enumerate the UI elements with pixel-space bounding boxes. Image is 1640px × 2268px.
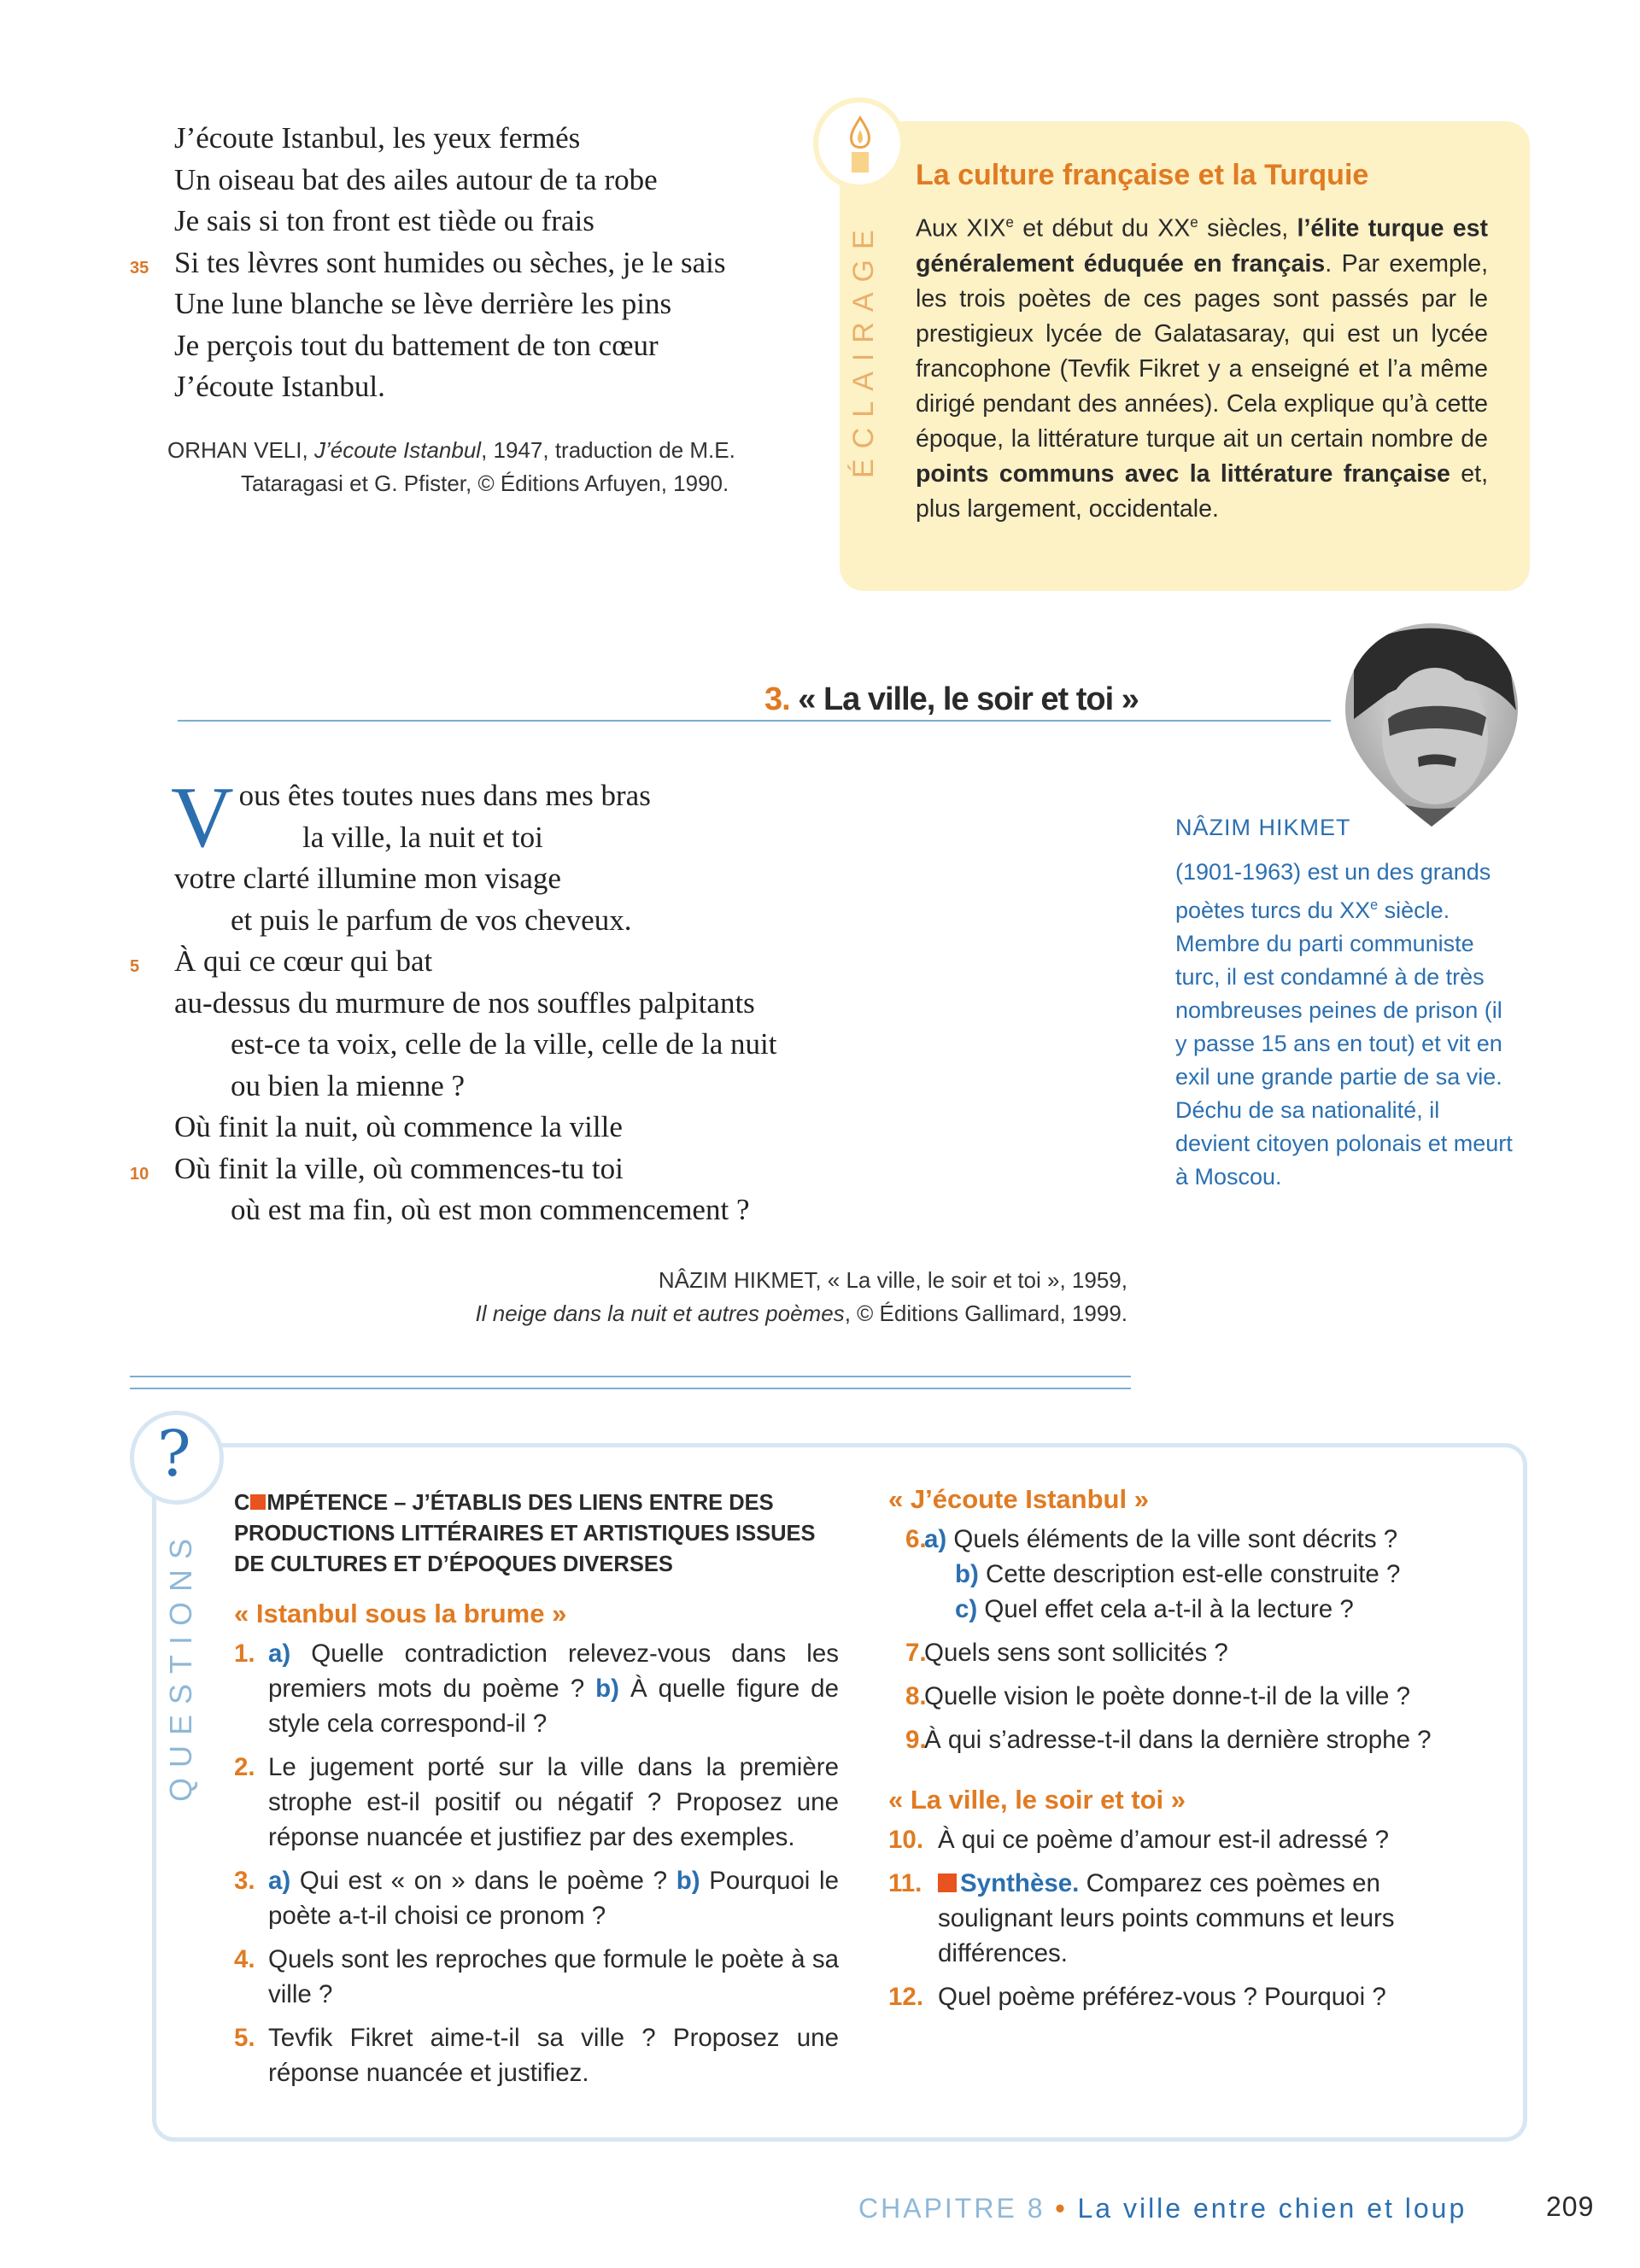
line-number: 10: [130, 1164, 149, 1184]
poem-line: au-dessus du murmure de nos souffles palpitants: [174, 985, 755, 1020]
section-title: 3. « La ville, le soir et toi »: [764, 681, 1139, 717]
synthese-square-icon: [938, 1873, 957, 1892]
poem-line: et puis le parfum de vos cheveux.: [231, 903, 632, 937]
questions-heading: « Istanbul sous la brume »: [234, 1599, 567, 1628]
question-item: 9. À qui s’adresse-t-il dans la dernière strophe ?: [905, 1726, 1432, 1754]
page-number: 209: [1546, 2191, 1595, 2222]
questions-vertical-label: [150, 1520, 219, 1810]
poem-2: [130, 769, 777, 1231]
candle-icon: [835, 114, 885, 176]
poem-1: [130, 118, 726, 408]
poem-line: Je sais si ton front est tiède ou frais: [174, 204, 594, 237]
drop-cap: V: [171, 769, 234, 866]
poem-line: Un oiseau bat des ailes autour de ta robe: [174, 162, 658, 196]
svg-text:QUESTIONS: QUESTIONS: [163, 1528, 198, 1802]
questions-list-right-2: [888, 1822, 1486, 2023]
divider: [130, 1376, 1131, 1377]
poem-line: votre clarté illumine mon visage: [174, 862, 561, 895]
eclairage-vertical-label: [820, 213, 905, 487]
svg-text:ÉCLAIRAGE: ÉCLAIRAGE: [847, 219, 880, 478]
competence-square-icon: [250, 1494, 266, 1510]
poem-1-credit: ORHAN VELI, J’écoute Istanbul, 1947, traduction de M.E. Tataragasi et G. Pfister, © Éditions Arfuyen, 1990.: [167, 437, 735, 496]
eclairage-title: La culture française et la Turquie: [916, 159, 1369, 191]
section-rule: [178, 720, 1331, 722]
poem-line: Vous êtes toutes nues dans mes bras: [171, 769, 651, 866]
line-number: 35: [130, 258, 149, 278]
questions-heading: « La ville, le soir et toi »: [888, 1785, 1186, 1815]
poem-line: Je perçois tout du battement de ton cœur: [174, 328, 659, 362]
question-item: 3. a) Qui est « on » dans le poème ? b) Pourquoi le poète a-t-il choisi ce pronom ?: [234, 1867, 839, 1930]
poem-line: J’écoute Istanbul.: [174, 370, 385, 403]
poem-line: 5 À qui ce cœur qui bat: [174, 941, 776, 983]
question-item: 10. À qui ce poème d’amour est-il adressé ?: [888, 1826, 1389, 1854]
poem-line: Où finit la nuit, où commence la ville: [174, 1110, 623, 1143]
poem-2-credit: NÂZIM HIKMET, « La ville, le soir et toi », 1959, Il neige dans la nuit et autres poèmes, © Éditions Gallimard, 1999.: [475, 1267, 1128, 1326]
competence-heading: C MPÉTENCE – J’ÉTABLIS DES LIENS ENTRE DES PRODUCTIONS LITTÉRAIRES ET ARTISTIQUES ISSUES DE CULTURES ET D’ÉPOQUES DIVERSES: [234, 1491, 816, 1576]
question-item: 6. a) Quels éléments de la ville sont décrits ? b) Cette description est-elle construite ? c) Quel effet cela a-t-il à la lecture ?: [905, 1525, 1401, 1623]
poem-line: Une lune blanche se lève derrière les pins: [174, 287, 672, 320]
bio-text: (1901-1963) est un des grands poètes turcs du XXe siècle. Membre du parti communiste turc, il est condamné à de très nombreuses peines de prison (il y passe 15 ans en tout) et vit en exil une grande partie de sa vie. Déchu de sa nationalité, il devient citoyen polonais et meurt à Moscou.: [1175, 859, 1513, 1190]
divider: [130, 1388, 1131, 1389]
question-mark-icon: ?: [157, 1418, 191, 1491]
poem-line: où est ma fin, où est mon commencement ?: [231, 1193, 750, 1226]
author-portrait: [1337, 617, 1526, 830]
question-item: 5. Tevfik Fikret aime-t-il sa ville ? Proposez une réponse nuancée et justifiez.: [234, 2024, 839, 2087]
poem-line: J’écoute Istanbul, les yeux fermés: [174, 121, 581, 155]
question-item: 8. Quelle vision le poète donne-t-il de la ville ?: [905, 1682, 1411, 1710]
eclairage-text: Aux XIXe et début du XXe siècles, l’élite turque est généralement éduquée en français. Par exemple, les trois poètes de ces pages sont passés par le prestigieux lycée de Galatasaray, qui est un lycée francophone (Tevfik Fikret y a enseigné et l’a même dirigé pendant des années). Cela explique qu’à cette époque, la littérature turque ait un certain nombre de points communs avec la littérature française et, plus largement, occidentale.: [916, 214, 1488, 523]
question-item: 1. a) Quelle contradiction relevez-vous dans les premiers mots du poème ? b) À quelle figure de style cela correspond-il ?: [234, 1640, 839, 1738]
poem-line: la ville, la nuit et toi: [302, 820, 543, 854]
questions-heading: « J’écoute Istanbul »: [888, 1484, 1149, 1514]
questions-list-right: [888, 1522, 1486, 1766]
bio-name: NÂZIM HIKMET: [1175, 815, 1351, 840]
poem-line: 35 Si tes lèvres sont humides ou sèches, je le sais: [174, 243, 725, 284]
running-footer: CHAPITRE 8 • La ville entre chien et loup: [858, 2193, 1467, 2224]
poem-line: est-ce ta voix, celle de la ville, celle de la nuit: [231, 1027, 777, 1061]
question-item: 2. Le jugement porté sur la ville dans la première strophe est-il positif ou négatif ? Proposez une réponse nuancée et justifiez par des exemples.: [234, 1753, 839, 1851]
poem-line: ou bien la mienne ?: [231, 1068, 466, 1102]
question-item: 11. Synthèse. Comparez ces poèmes en soulignant leurs points communs et leurs différences.: [888, 1869, 1395, 1967]
poem-line: 10 Où finit la ville, où commences-tu toi: [174, 1149, 776, 1190]
question-item: 7. Quels sens sont sollicités ?: [905, 1639, 1228, 1667]
line-number: 5: [130, 957, 140, 976]
questions-list-left: [234, 1636, 839, 2099]
question-item: 4. Quels sont les reproches que formule le poète à sa ville ?: [234, 1945, 839, 2008]
question-item: 12. Quel poème préférez-vous ? Pourquoi ?: [888, 1983, 1386, 2011]
eclairage-badge: [813, 97, 905, 190]
